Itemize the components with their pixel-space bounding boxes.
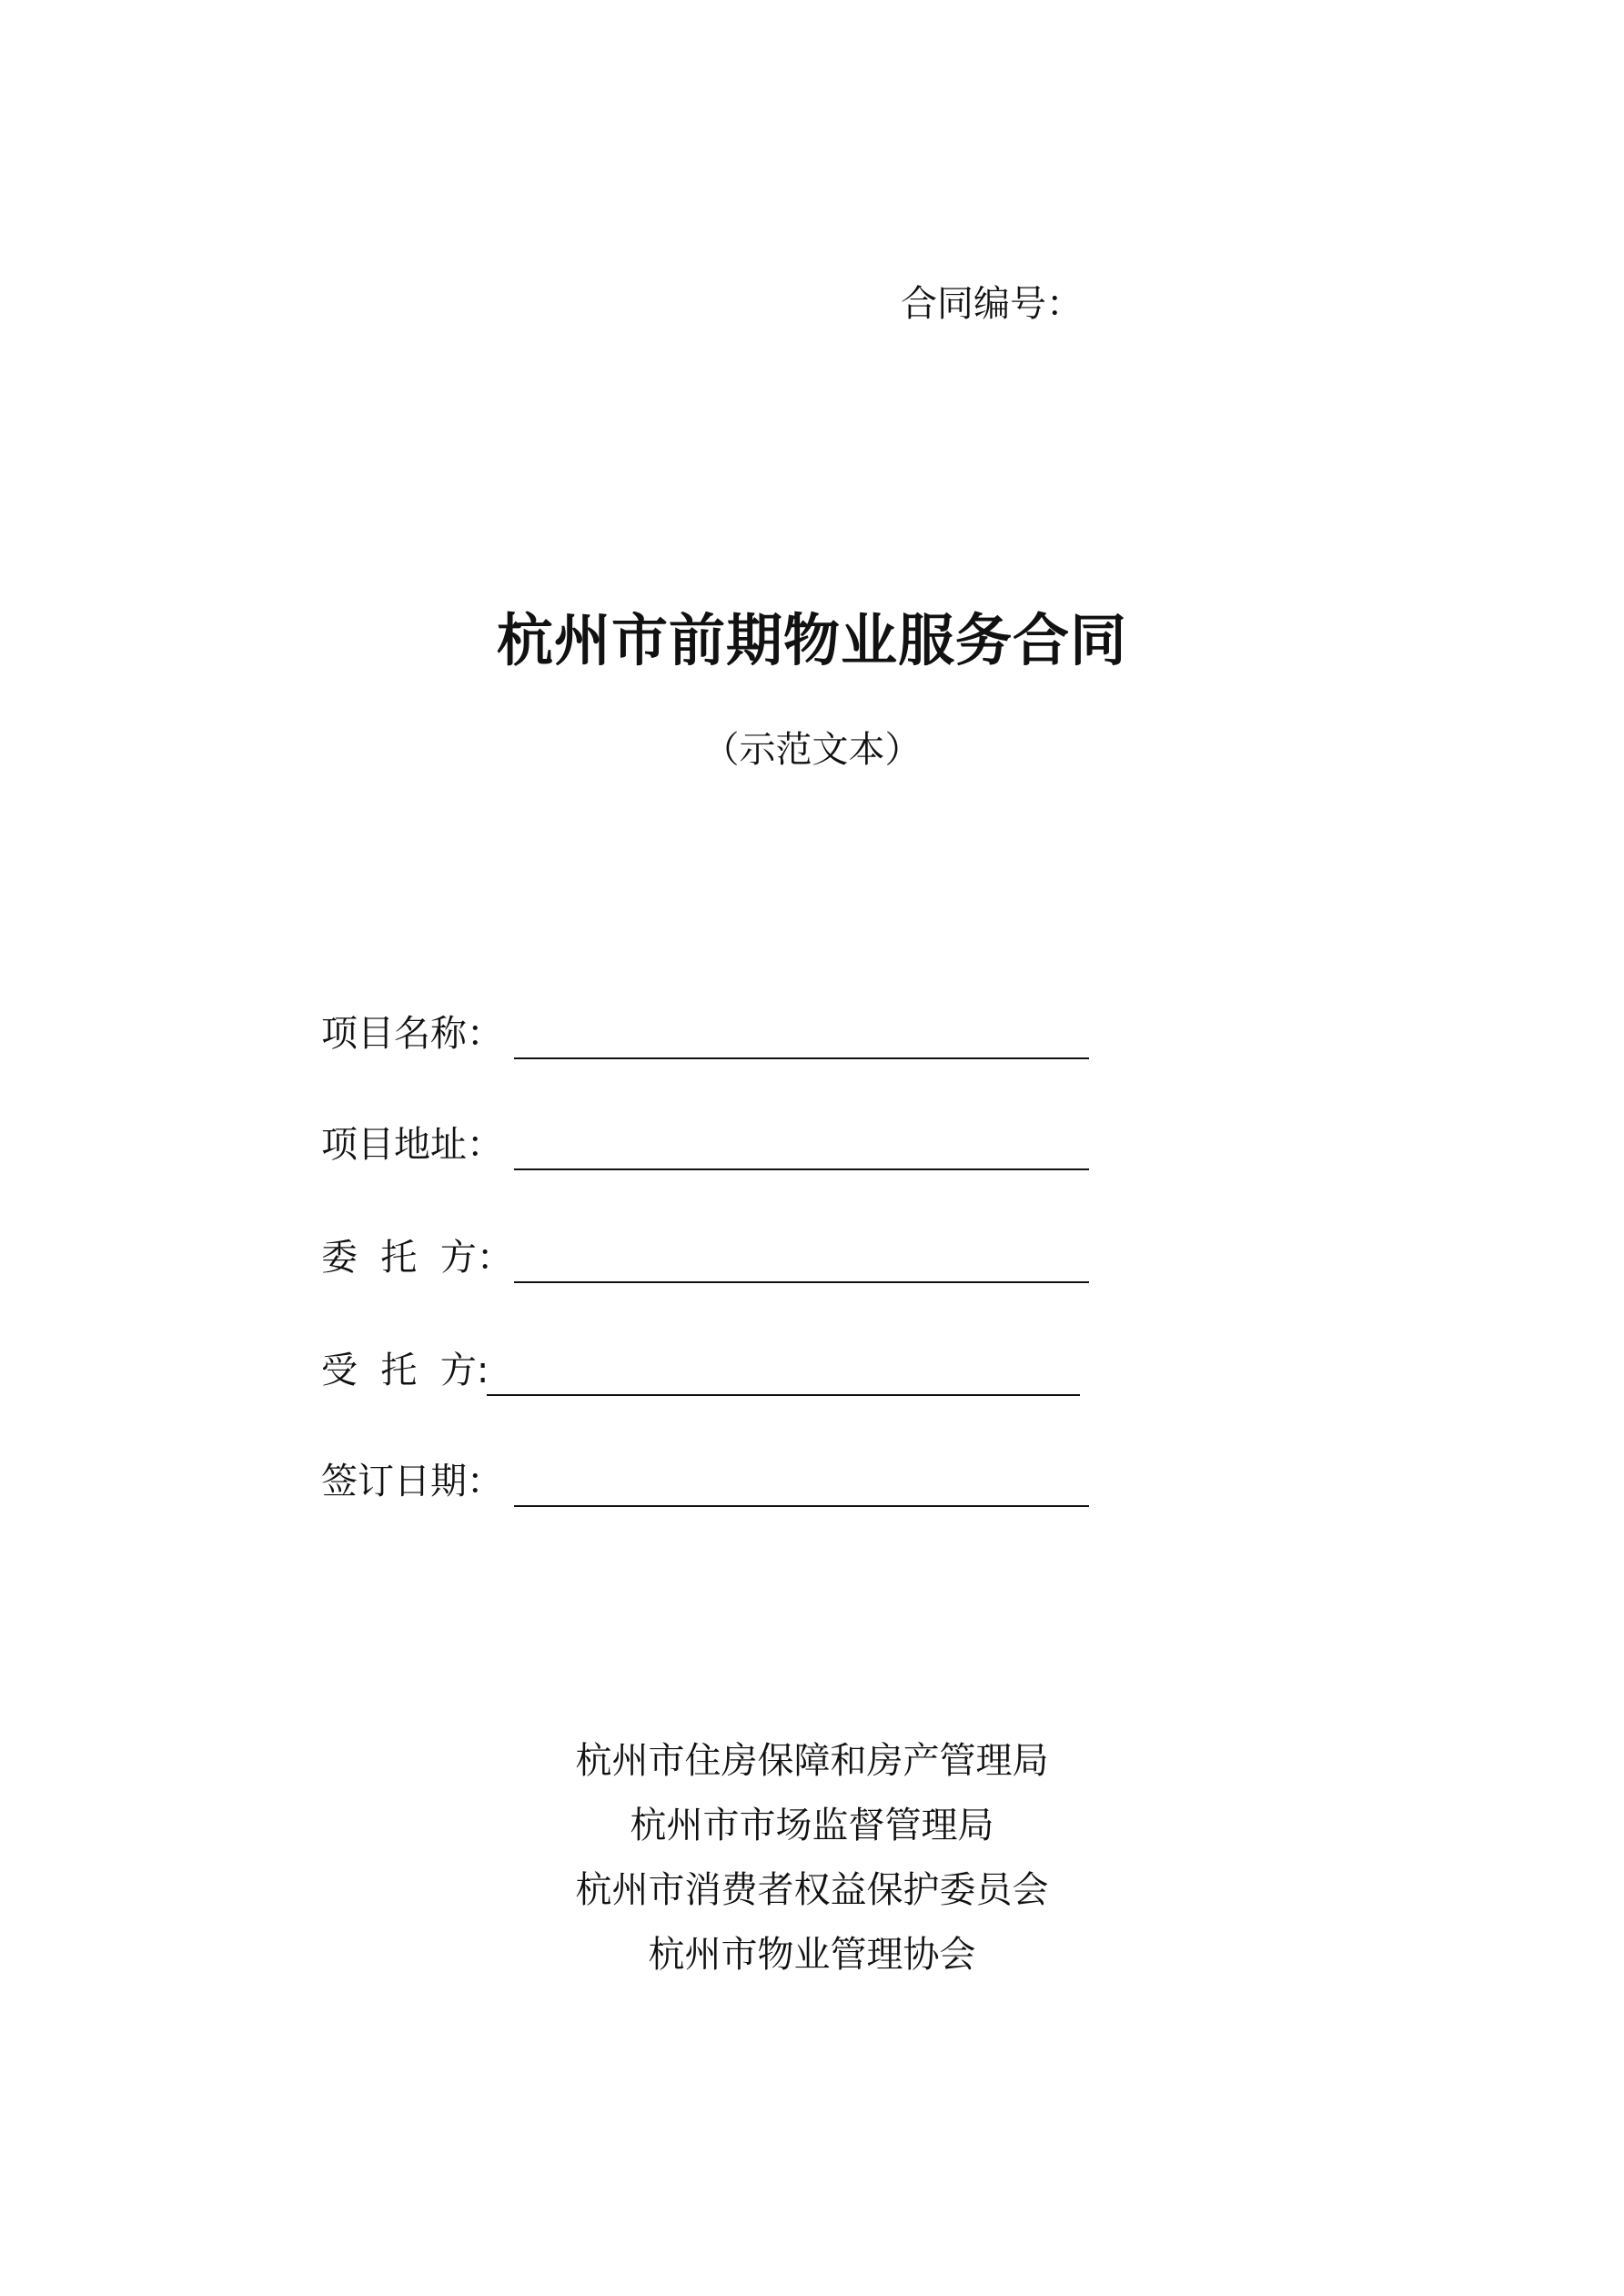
principal-label: 委 托 方： xyxy=(321,1237,513,1279)
signing-date-field[interactable] xyxy=(321,1456,1140,1511)
trustee-line[interactable] xyxy=(487,1394,1080,1396)
project-name-label: 项目名称： xyxy=(321,1013,503,1055)
principal-field[interactable] xyxy=(321,1232,1140,1287)
document-title: 杭州市前期物业服务合同 xyxy=(496,607,1127,673)
issuer-housing-bureau: 杭州市住房保障和房产管理局 xyxy=(575,1740,1049,1782)
signing-date-line[interactable] xyxy=(514,1505,1089,1507)
project-name-field[interactable] xyxy=(321,1008,1140,1063)
issuer-property-association: 杭州市物业管理协会 xyxy=(648,1934,976,1976)
project-name-line[interactable] xyxy=(514,1057,1089,1059)
issuer-consumer-committee: 杭州市消费者权益保护委员会 xyxy=(575,1869,1049,1911)
issuer-market-supervision: 杭州市市场监督管理局 xyxy=(630,1805,994,1846)
principal-line[interactable] xyxy=(514,1281,1089,1283)
project-address-field[interactable] xyxy=(321,1119,1140,1174)
trustee-field[interactable] xyxy=(321,1345,1140,1400)
issuing-authorities xyxy=(0,1729,1624,1988)
project-address-line[interactable] xyxy=(514,1168,1089,1170)
contract-number-label: 合同编号： xyxy=(901,283,1083,325)
document-subtitle: （示范文本） xyxy=(702,729,922,771)
trustee-label: 受 托 方: xyxy=(321,1350,489,1391)
signing-date-label: 签订日期： xyxy=(321,1461,503,1502)
project-address-label: 项目地址： xyxy=(321,1124,503,1166)
